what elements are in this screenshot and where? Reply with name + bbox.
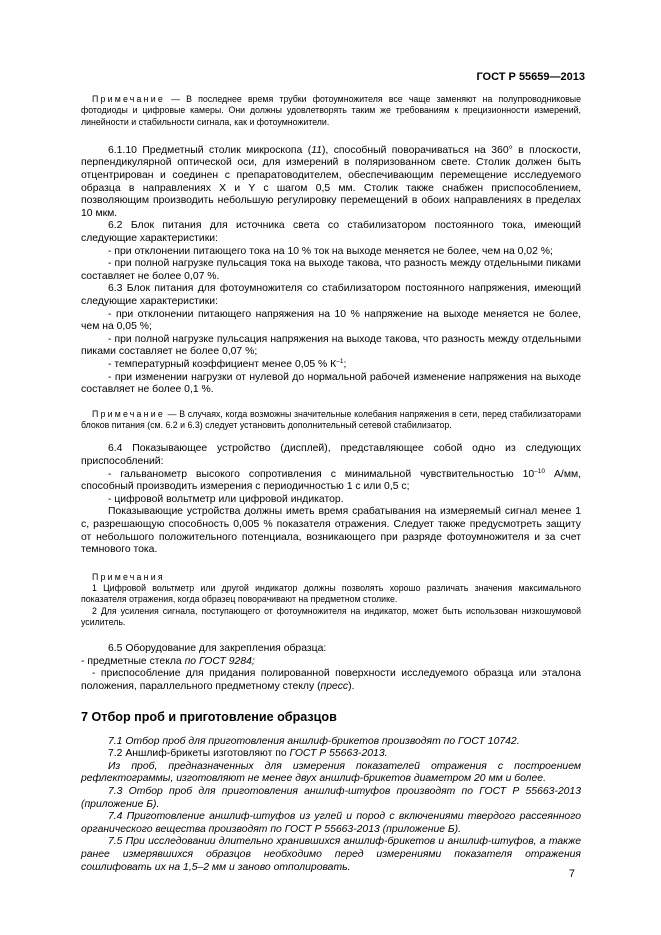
text-run: 6.1.10 Предметный столик микроскопа (	[108, 144, 312, 156]
paragraph-6-2: 6.2 Блок питания для источника света со стабилизатором постоянного тока, имеющий следующие характеристики:	[81, 220, 581, 245]
list-item	[81, 656, 581, 669]
list-item	[81, 359, 581, 372]
standard-reference: ГОСТ Р 55663-2013.	[289, 748, 388, 760]
notes-display	[81, 572, 581, 628]
page-number: 7	[568, 868, 575, 880]
term-italic: пресс	[320, 680, 349, 692]
paragraph-6-1-10	[81, 145, 581, 221]
paragraph-7-2	[81, 748, 581, 761]
list-item: - при изменении нагрузки от нулевой до нормальной рабочей изменение напряжения на выходе составляет не более 0,1 %.	[81, 371, 581, 396]
notes-label: Примечания	[92, 571, 165, 582]
text-run: - температурный коэффициент менее 0,05 % К	[108, 358, 337, 370]
note-text: — В случаях, когда возможны значительные колебания напряжения в сети, перед стабилизаторами блоков питания (см. 6.2 и 6.3) следует установить дополнительный сетевой стабилизатор.	[81, 408, 582, 431]
text-run: - приспособление для придания полированной поверхности исследуемого образца или эталона положения, параллельного предметному стеклу (	[81, 668, 581, 692]
note-label: Примечание	[92, 408, 165, 419]
text-run: ;	[343, 358, 347, 370]
section-7-heading: 7 Отбор проб и приготовление образцов	[81, 709, 337, 724]
text-run: - гальванометр высокого сопротивления с минимальной чувствительностью 10	[108, 468, 535, 480]
list-item: - при отклонении питающего тока на 10 % ток на выходе меняется не более, чем на 0,02 %;	[108, 245, 553, 257]
list-item	[81, 668, 581, 693]
exponent: –1	[336, 357, 344, 365]
note-text: — В последнее время трубки фотоумножителя все чаще заменяют на полупроводниковые фотодиоды и цифровые камеры. Они должны удовлетворять таким же требованиям к прецизионности измерений, линейности и стабильности сигнала, как и фотоумножители.	[81, 94, 581, 127]
paragraph-7-2-samples: Из проб, предназначенных для измерения показателей отражения с построением рефлектограммы, изготовляют не менее двух аншлиф-брикетов диаметром 20 мм и более.	[81, 760, 581, 785]
document-code-header: ГОСТ Р 55659—2013	[476, 71, 585, 83]
paragraph-7-1: 7.1 Отбор проб для приготовления аншлиф-брикетов производят по ГОСТ 10742.	[108, 735, 520, 747]
page-content	[81, 94, 581, 874]
reference-number: 11	[311, 144, 322, 156]
exponent: –10	[534, 467, 546, 475]
list-item: - при отклонении питающего напряжения на 10 % напряжение на выходе меняется не более, чем на 0,05 %;	[81, 308, 581, 333]
paragraph-7-4: 7.4 Приготовление аншлиф-штуфов из углей и пород с включениями твердого рассеянного органического вещества производят по ГОСТ Р 55663-2013 (приложение Б).	[81, 811, 581, 835]
text-run: ).	[348, 680, 355, 692]
list-item: - цифровой вольтметр или цифровой индикатор.	[108, 493, 344, 505]
note-item: 1 Цифровой вольтметр или другой индикатор должны позволять хорошо различать значения максимального показателя отражения, когда образец поворачивают на предметном столике.	[81, 583, 581, 605]
note-item: 2 Для усиления сигнала, поступающего от фотоумножителя на индикатор, может быть использован низкошумовой усилитель.	[81, 605, 581, 627]
list-item	[81, 469, 581, 494]
text-run: ), способный поворачиваться на 360° в плоскости, перпендикулярной оптической оси, для измерений в поляризованном свете. Столик должен быть отцентрирован и соединен с препаратоводителем, обеспечивающим перемещение исследуемого образца в направлениях X и Y с шагом 0,5 мм. Столик также снабжен приспособлением, позволяющим производить небольшую регулировку перемещений в обоих направлениях в пределах 10 мкм.	[81, 144, 581, 219]
note-stabilizer	[81, 409, 581, 432]
text-run: - предметные стекла	[81, 655, 185, 667]
standard-reference: по ГОСТ 9284;	[184, 655, 255, 667]
paragraph-6-5: 6.5 Оборудование для закрепления образца:	[108, 643, 327, 655]
list-item: - при полной нагрузке пульсация напряжения на выходе такова, что разность между отдельными пиками составляет не более 0,07 %;	[81, 333, 581, 358]
note-photomultiplier	[81, 94, 581, 128]
note-label: Примечание	[92, 94, 165, 104]
paragraph-7-5: 7.5 При исследовании длительно хранившихся аншлиф-брикетов и аншлиф-штуфов, а также ранее измерявшихся образцов необходимо перед измерениями показателя отражения сошлифовать их на 1,5–2 мм и заново отполировать.	[81, 836, 581, 873]
paragraph-7-3: 7.3 Отбор проб для приготовления аншлиф-штуфов производят по ГОСТ Р 55663-2013 (приложение Б).	[81, 785, 581, 810]
paragraph-display-requirements: Показывающие устройства должны иметь время срабатывания на измеряемый сигнал менее 1 с, разрешающую способность 0,005 % показателя отражения. Следует также предусмотреть защиту от небольшого положительного потенциала, возникающего при разряде фотоумножителя и за счет темнового тока.	[81, 506, 581, 556]
text-run: А/мм, способный производить измерения с периодичностью 1 с или 0,5 с;	[81, 468, 581, 493]
list-item: - при полной нагрузке пульсация тока на выходе такова, что разность между отдельными пиками составляет не более 0,07 %.	[81, 258, 581, 282]
paragraph-6-4: 6.4 Показывающее устройство (дисплей), представляющее собой одно из следующих приспособлений:	[81, 443, 581, 467]
paragraph-6-3: 6.3 Блок питания для фотоумножителя со стабилизатором постоянного напряжения, имеющий следующие характеристики:	[81, 283, 581, 308]
text-run: 7.2 Аншлиф-брикеты изготовляют по	[108, 748, 290, 760]
